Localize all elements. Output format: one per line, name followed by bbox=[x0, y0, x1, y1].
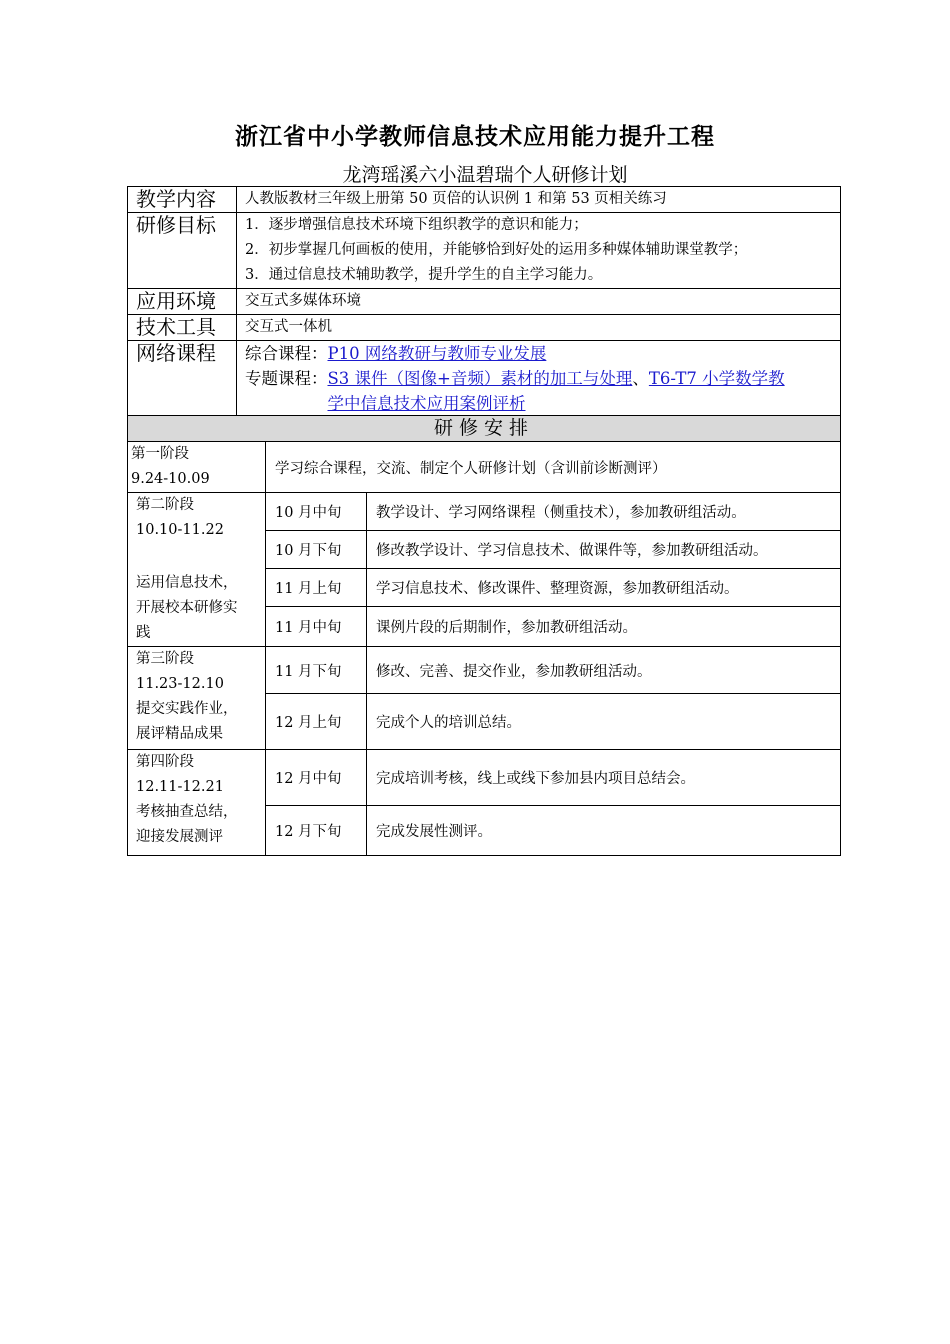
special-course-line bbox=[245, 366, 840, 416]
stage2-name: 第二阶段 bbox=[136, 497, 194, 513]
stage2-desc: 践 bbox=[136, 625, 151, 641]
env-value: 交互式多媒体环境 bbox=[237, 289, 841, 315]
content-row bbox=[128, 187, 841, 213]
special-course-link-t6t7[interactable]: T6-T7 小学数学教 学中信息技术应用案例评析 bbox=[327, 369, 785, 413]
general-course-prefix: 综合课程： bbox=[245, 344, 328, 363]
goal-item: 1．逐步增强信息技术环境下组织教学的意识和能力； bbox=[245, 217, 588, 233]
task-cell: 课例片段的后期制作，参加教研组活动。 bbox=[367, 606, 841, 646]
course-row bbox=[128, 341, 841, 417]
course-label: 网络课程 bbox=[128, 341, 237, 417]
table-row bbox=[128, 493, 841, 531]
task-cell: 教学设计、学习网络课程（侧重技术），参加教研组活动。 bbox=[367, 493, 841, 531]
task-cell: 修改、完善、提交作业，参加教研组活动。 bbox=[367, 647, 841, 694]
stage3-desc: 提交实践作业， bbox=[136, 701, 238, 717]
stage2-desc: 运用信息技术， bbox=[136, 575, 238, 591]
stage3-dates: 11.23-12.10 bbox=[136, 676, 224, 692]
stage3-cell bbox=[128, 647, 266, 750]
env-row bbox=[128, 289, 841, 315]
task-cell: 完成发展性测评。 bbox=[367, 806, 841, 856]
goal-item: 2．初步掌握几何画板的使用，并能够恰到好处的运用多种媒体辅助课堂教学； bbox=[245, 242, 748, 258]
stage4-desc: 迎接发展测评 bbox=[136, 829, 223, 845]
stage4-dates: 12.11-12.21 bbox=[136, 779, 224, 795]
task-cell: 学习信息技术、修改课件、整理资源，参加教研组活动。 bbox=[367, 569, 841, 606]
goals-row bbox=[128, 213, 841, 289]
tool-row bbox=[128, 315, 841, 341]
stage2-cell bbox=[128, 493, 266, 647]
tool-value: 交互式一体机 bbox=[237, 315, 841, 341]
schedule-table bbox=[127, 415, 841, 856]
stage1-name: 第一阶段 bbox=[131, 446, 189, 462]
table-row bbox=[128, 750, 841, 806]
period-cell: 12 月上旬 bbox=[266, 694, 367, 750]
stage1-task: 学习综合课程，交流、制定个人研修计划（含训前诊断测评） bbox=[266, 442, 841, 493]
stage4-desc: 考核抽查总结， bbox=[136, 804, 238, 820]
content-value: 人教版教材三年级上册第 50 页倍的认识例 1 和第 53 页相关练习 bbox=[237, 187, 841, 213]
document-subtitle: 龙湾瑶溪六小温碧瑞个人研修计划 bbox=[342, 164, 628, 186]
period-cell: 12 月下旬 bbox=[266, 806, 367, 856]
goals-label: 研修目标 bbox=[128, 213, 237, 289]
task-cell: 完成个人的培训总结。 bbox=[367, 694, 841, 750]
plan-info-table bbox=[127, 186, 841, 417]
goal-item: 3．通过信息技术辅助教学，提升学生的自主学习能力。 bbox=[245, 267, 603, 283]
content-label: 教学内容 bbox=[128, 187, 237, 213]
special-course-link-s3[interactable]: S3 课件（图像+音频）素材的加工与处理 bbox=[327, 369, 633, 388]
schedule-header-row bbox=[128, 416, 841, 442]
stage3-name: 第三阶段 bbox=[136, 651, 194, 667]
goals-list bbox=[237, 213, 841, 289]
stage1-row bbox=[128, 442, 841, 493]
stage3-desc: 展评精品成果 bbox=[136, 726, 223, 742]
period-cell: 10 月下旬 bbox=[266, 531, 367, 569]
course-separator: 、 bbox=[632, 369, 649, 388]
table-row bbox=[128, 647, 841, 694]
period-cell: 11 月下旬 bbox=[266, 647, 367, 694]
stage1-dates: 9.24-10.09 bbox=[131, 471, 210, 487]
document-title: 浙江省中小学教师信息技术应用能力提升工程 bbox=[235, 124, 715, 150]
special-course-prefix: 专题课程： bbox=[245, 369, 328, 388]
course-list bbox=[237, 341, 841, 417]
env-label: 应用环境 bbox=[128, 289, 237, 315]
tool-label: 技术工具 bbox=[128, 315, 237, 341]
task-cell: 修改教学设计、学习信息技术、做课件等，参加教研组活动。 bbox=[367, 531, 841, 569]
schedule-header: 研修安排 bbox=[128, 416, 841, 442]
period-cell: 11 月上旬 bbox=[266, 569, 367, 606]
period-cell: 11 月中旬 bbox=[266, 606, 367, 646]
period-cell: 10 月中旬 bbox=[266, 493, 367, 531]
period-cell: 12 月中旬 bbox=[266, 750, 367, 806]
stage2-dates: 10.10-11.22 bbox=[136, 522, 224, 538]
stage1-cell bbox=[128, 442, 266, 493]
stage4-name: 第四阶段 bbox=[136, 754, 194, 770]
stage2-desc: 开展校本研修实 bbox=[136, 600, 238, 616]
general-course-line bbox=[245, 341, 840, 366]
task-cell: 完成培训考核，线上或线下参加县内项目总结会。 bbox=[367, 750, 841, 806]
stage4-cell bbox=[128, 750, 266, 856]
general-course-link[interactable]: P10 网络教研与教师专业发展 bbox=[327, 344, 547, 363]
